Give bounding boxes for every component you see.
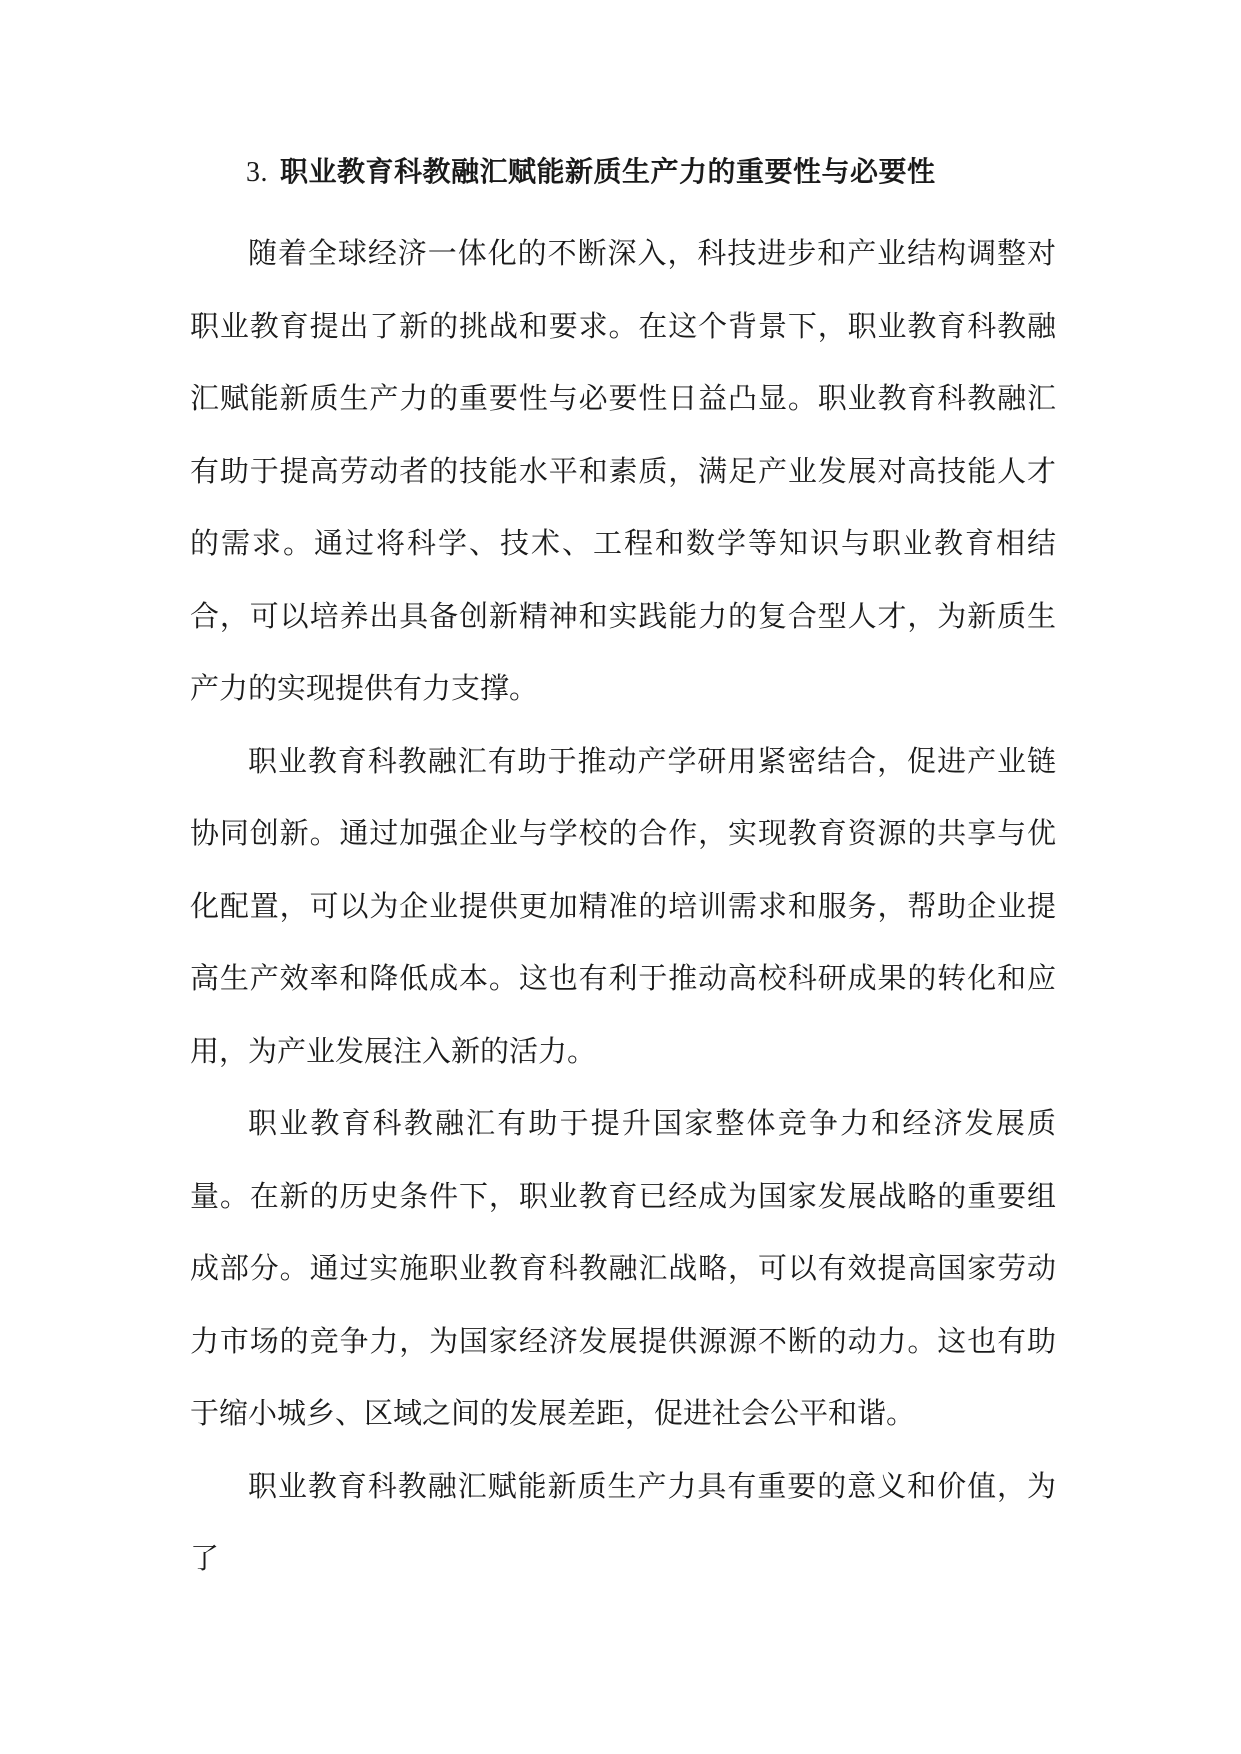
paragraph-3: 职业教育科教融汇有助于提升国家整体竞争力和经济发展质量。在新的历史条件下，职业教育已经成为国家发展战略的重要组成部分。通过实施职业教育科教融汇战略，可以有效提高国家劳动力市场的竞争力，为国家经济发展提供源源不断的动力。这也有助于缩小城乡、区域之间的发展差距，促进社会公平和谐。 [190,1106,1056,1430]
paragraph-1: 随着全球经济一体化的不断深入，科技进步和产业结构调整对职业教育提出了新的挑战和要求。在这个背景下，职业教育科教融汇赋能新质生产力的重要性与必要性日益凸显。职业教育科教融汇有助于提高劳动者的技能水平和素质，满足产业发展对高技能人才的需求。通过将科学、技术、工程和数学等知识与职业教育相结合，可以培养出具备创新精神和实践能力的复合型人才，为新质生产力的实现提供有力支撑。 [190,236,1056,705]
paragraph-2: 职业教育科教融汇有助于推动产学研用紧密结合，促进产业链协同创新。通过加强企业与学校的合作，实现教育资源的共享与优化配置，可以为企业提供更加精准的培训需求和服务，帮助企业提高生产效率和降低成本。这也有利于推动高校科研成果的转化和应用，为产业发展注入新的活力。 [190,743,1056,1068]
section-heading [190,150,1056,195]
section-title: 职业教育科教融汇赋能新质生产力的重要性与必要性 [280,155,936,188]
section-number: 3. [246,157,268,188]
document-body [190,150,1056,1595]
paragraph-4: 职业教育科教融汇赋能新质生产力具有重要的意义和价值，为了 [190,1468,1056,1575]
